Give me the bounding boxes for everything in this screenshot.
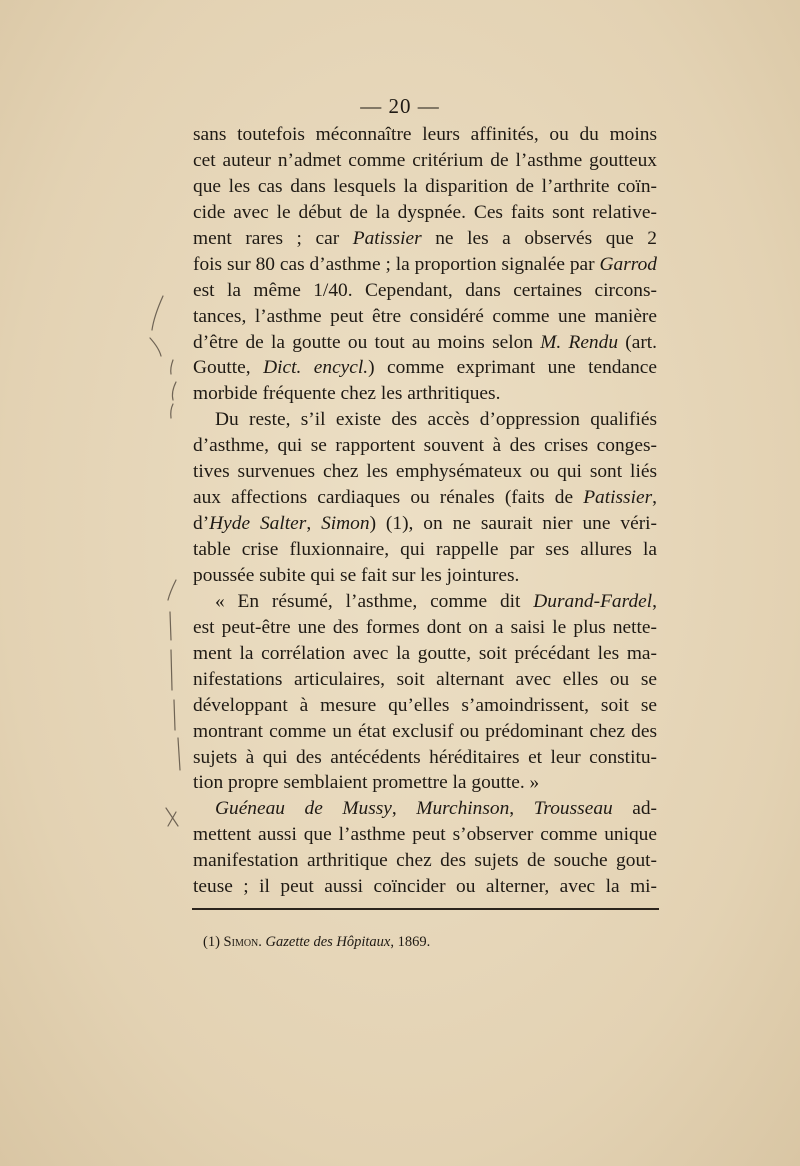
text-line: ment la corrélation avec la goutte, soit précédant les ma- — [193, 642, 657, 664]
text-line: Du reste, s’il existe des accès d’oppression qualifiés — [215, 409, 657, 431]
pencil-cross-mark — [168, 812, 176, 826]
footnote: (1) Simon. Gazette des Hôpitaux, 1869. — [203, 934, 431, 950]
pencil-bracket-stroke — [171, 404, 173, 418]
text-line: sujets à qui des antécédents héréditaires et leur constitu- — [193, 746, 657, 768]
footnote-marker: (1) — [203, 934, 220, 950]
text-line: est peut-être une des formes dont on a saisi le plus nette- — [193, 616, 657, 638]
text-line: est la même 1/40. Cependant, dans certaines circons- — [193, 279, 657, 301]
text-line: fois sur 80 cas d’asthme ; la proportion signalée par Garrod — [193, 253, 657, 275]
text-line: d’être de la goutte ou tout au moins selon M. Rendu (art. — [193, 331, 658, 353]
pencil-bracket-stroke — [171, 360, 173, 374]
text-line: d’asthme, qui se rapportent souvent à des crises conges- — [193, 435, 657, 457]
pencil-bracket-stroke — [152, 296, 163, 330]
pencil-cross-mark — [166, 808, 178, 826]
text-line: sans toutefois méconnaître leurs affinités, ou du moins — [193, 124, 657, 145]
text-line: Goutte, Dict. encycl.) comme exprimant une tendance — [193, 357, 657, 379]
footnote-title: Gazette des Hôpitaux — [265, 934, 391, 950]
text-line: développant à mesure qu’elles s’amoindrissent, soit se — [193, 694, 657, 716]
text-line: manifestation arthritique chez des sujets de souche gout- — [193, 850, 657, 872]
text-line: cide avec le début de la dyspnée. Ces faits sont relative- — [193, 201, 657, 223]
footnote-author: Simon — [223, 934, 259, 950]
pencil-bracket-stroke — [174, 700, 175, 730]
text-line: morbide fréquente chez les arthritiques. — [193, 383, 501, 405]
footnote-year: 1869. — [397, 934, 431, 950]
text-line: ment rares ; car Patissier ne les a observés que 2 — [193, 227, 657, 249]
text-line: teuse ; il peut aussi coïncider ou alterner, avec la mi- — [193, 876, 657, 898]
page-number: — 20 — — [360, 94, 440, 118]
text-line: d’Hyde Salter, Simon) (1), on ne saurait nier une véri- — [193, 513, 657, 535]
text-line: Guéneau de Mussy, Murchinson, Trousseau ad- — [215, 798, 658, 820]
text-line: tances, l’asthme peut être considéré comme une manière — [193, 305, 657, 327]
pencil-bracket-stroke — [178, 738, 180, 770]
text-line: nifestations articulaires, soit alternant avec elles ou se — [193, 668, 657, 690]
text-line: mettent aussi que l’asthme peut s’observer comme unique — [193, 824, 657, 846]
text-line: « En résumé, l’asthme, comme dit Durand-Fardel, — [215, 590, 657, 612]
pencil-bracket-stroke — [168, 580, 176, 600]
pencil-bracket-stroke — [171, 650, 172, 690]
text-line: cet auteur n’admet comme critérium de l’asthme goutteux — [193, 149, 657, 171]
text-line: tion propre semblaient promettre la goutte. » — [193, 772, 540, 794]
pencil-bracket-stroke — [150, 338, 161, 356]
text-line: poussée subite qui se fait sur les jointures. — [193, 564, 520, 586]
text-line: table crise fluxionnaire, qui rappelle par ses allures la — [193, 539, 657, 560]
text-line: que les cas dans lesquels la disparition de l’arthrite coïn- — [193, 175, 657, 197]
pencil-bracket-stroke — [170, 612, 171, 640]
text-line: tives survenues chez les emphysémateux ou qui sont liés — [193, 461, 657, 483]
text-line: montrant comme un état exclusif ou prédominant chez des — [193, 720, 657, 742]
pencil-bracket-stroke — [172, 382, 176, 400]
text-line: aux affections cardiaques ou rénales (faits de Patissier, — [193, 487, 657, 509]
